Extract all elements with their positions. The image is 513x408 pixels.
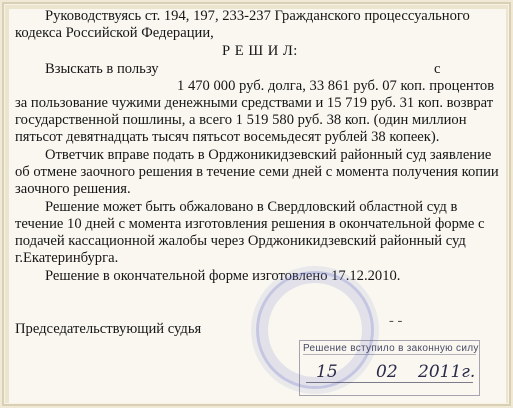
signature-dash: - - bbox=[389, 313, 403, 329]
text-line: подачей кассационной жалобы через Орджоникидзевский районный суд bbox=[15, 233, 466, 249]
court-decision-page bbox=[9, 9, 506, 403]
text-line: кодекса Российской Федерации, bbox=[15, 25, 214, 41]
stamp-year: 2011г. bbox=[418, 362, 476, 382]
text-line: г.Екатеринбурга. bbox=[15, 250, 119, 266]
text-line: Руководствуясь ст. 194, 197, 233-237 Гражданского процессуального bbox=[45, 9, 470, 24]
text-line: 1 470 000 руб. долга, 33 861 руб. 07 коп. процентов bbox=[177, 78, 495, 94]
text-line: пятьсот девятнадцать тысяч пятьсот восемьдесят рублей 38 копеек). bbox=[15, 129, 440, 145]
stamp-title: Решение вступило в законную силу bbox=[303, 343, 479, 354]
stamp-day: 15 bbox=[316, 362, 338, 382]
legal-force-stamp bbox=[299, 340, 480, 396]
stamp-underline bbox=[306, 382, 473, 383]
stamp-month: 02 bbox=[376, 362, 398, 382]
text-line: Взыскать в пользу bbox=[45, 61, 159, 77]
presiding-judge-label: Председательствующий судья bbox=[15, 321, 202, 337]
text-line: течение 10 дней с момента изготовления решения в окончательной форме с bbox=[15, 216, 485, 232]
text-line: заочного решения. bbox=[15, 181, 131, 197]
text-line: государственной пошлины, а всего 1 519 580 руб. 38 коп. (один миллион bbox=[15, 112, 467, 128]
text-line: Решение может быть обжаловано в Свердловский областной суд в bbox=[45, 199, 458, 215]
decision-heading: Р Е Ш И Л: bbox=[222, 43, 298, 59]
text-line: с bbox=[434, 61, 441, 77]
text-line: Решение в окончательной форме изготовлено 17.12.2010. bbox=[45, 268, 401, 284]
text-line: об отмене заочного решения в течение семи дней с момента получения копии bbox=[15, 164, 499, 180]
text-line: Ответчик вправе подать в Орджоникидзевский районный суд заявление bbox=[45, 147, 492, 163]
stamp-date bbox=[306, 362, 476, 384]
document-frame bbox=[2, 2, 511, 406]
text-line: за пользование чужими денежными средствами и 15 719 руб. 31 коп. возврат bbox=[15, 95, 494, 111]
